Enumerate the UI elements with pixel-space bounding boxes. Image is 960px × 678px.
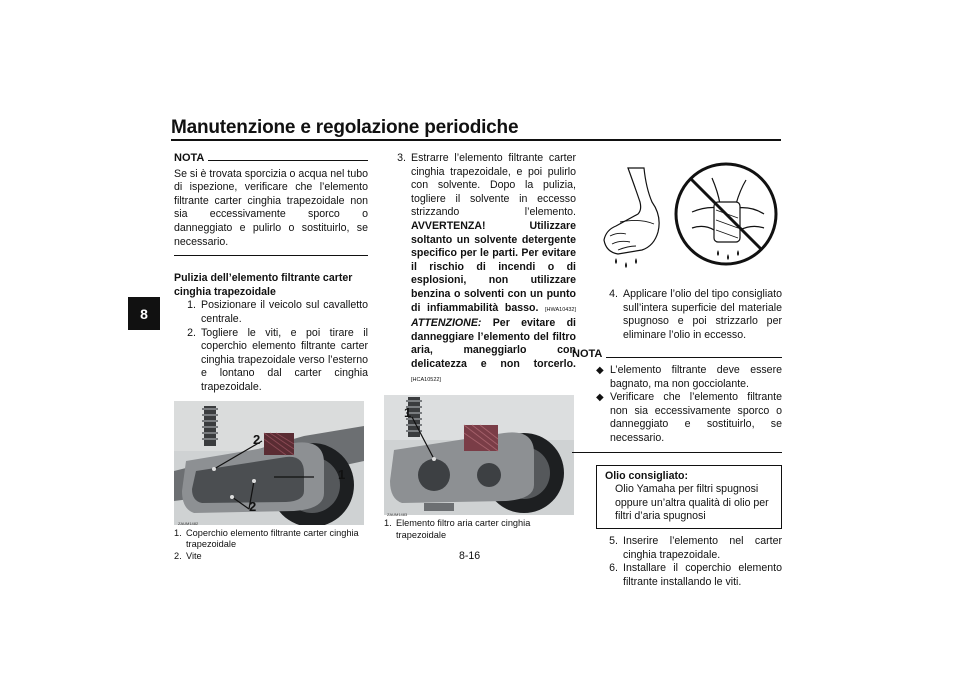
caption-number: 2. <box>174 550 182 561</box>
bullet-diamond-icon: ◆ <box>596 364 604 376</box>
callout-label: 2 <box>253 431 261 447</box>
caption-text: Elemento filtro aria carter cinghia trapezoidale <box>396 518 531 540</box>
hands-illustration <box>596 158 782 278</box>
nota-text: Se si è trovata sporcizia o acqua nel tubo di ispezione, verificare che l’elemento filtrante carter cinghia trapezoidale non sia eccessivamente sporco o danneggiato e pulirlo o sostituirlo, se necessario. <box>174 167 368 248</box>
bullet-item <box>596 364 782 391</box>
warning-label: AVVERTENZA! <box>411 219 486 232</box>
warning-code: [HWA10432] <box>545 306 576 313</box>
warning-text: Utilizzare soltanto un solvente detergente specifico per le parti. Per evitare il rischio di incendi o di esplosioni, non utilizzare benzina o solventi con un punto di infiammabilità basso. <box>411 219 576 314</box>
column-right <box>572 152 782 589</box>
bullet-item <box>596 391 782 445</box>
figure-filter-element <box>384 395 574 518</box>
figure-squeeze-vs-twist <box>596 158 782 278</box>
caption-text: Vite <box>186 550 202 561</box>
step-text: Inserire l’elemento nel carter cinghia trapezoidale. <box>623 534 782 561</box>
caption-number: 1. <box>174 527 182 538</box>
caption-item <box>174 551 368 563</box>
step-number: 3. <box>397 152 406 164</box>
figure-code: ZAUM1482 <box>178 520 199 526</box>
nota-label: NOTA <box>174 152 205 164</box>
step-number: 2. <box>187 326 196 339</box>
step-3 <box>384 152 576 387</box>
step-text <box>411 152 576 387</box>
step-text: Togliere le viti, e poi tirare il coperchio elemento filtrante carter cinghia trapezoidale verso l’esterno e lontano dal carter cinghia trapezoidale. <box>201 326 368 393</box>
step-number: 4. <box>609 288 618 300</box>
callout-label: 1 <box>404 405 412 421</box>
step-text: Posizionare il veicolo sul cavalletto centrale. <box>201 299 368 325</box>
nota-end-rule <box>572 452 782 453</box>
attention-text: Per evitare di danneggiare l’elemento del filtro aria, maneggiarlo con delicatezza e non torcerlo. <box>411 317 576 370</box>
attention-label: ATTENZIONE: <box>411 317 482 330</box>
page-title: Manutenzione e regolazione periodiche <box>171 117 519 138</box>
caption-item <box>384 518 576 541</box>
caption-text: Coperchio elemento filtrante carter cinghia trapezoidale <box>186 527 359 549</box>
step-text: Applicare l’olio del tipo consigliato sull’intera superficie del materiale spugnoso e poi strizzarlo per eliminare l’olio in eccesso. <box>623 288 782 341</box>
page-number: 8-16 <box>459 550 481 562</box>
recommended-oil-box <box>596 465 782 529</box>
callout-label: 1 <box>338 466 346 482</box>
section-title: Pulizia dell’elemento filtrante carter cinghia trapezoidale <box>174 272 353 298</box>
oil-box-text: Olio Yamaha per filtri spugnosi oppure un’altra qualità di olio per filtri d’aria spugnosi <box>615 483 769 523</box>
caption-item <box>174 528 368 551</box>
step-number: 5. <box>609 534 618 547</box>
scooter-rear-photo <box>174 401 364 525</box>
nota-end-rule <box>174 255 368 256</box>
bullet-text: Verificare che l’elemento filtrante non sia eccessivamente sporco o danneggiato e sostituirlo, se necessario. <box>610 391 782 444</box>
column-left <box>174 152 368 562</box>
bullet-diamond-icon: ◆ <box>596 392 604 404</box>
header-rule <box>171 139 781 141</box>
attention-code: [HCA10522] <box>411 376 441 383</box>
step-5 <box>596 535 782 562</box>
nota-heading <box>572 348 782 362</box>
step-1 <box>174 299 368 326</box>
step-2 <box>174 327 368 395</box>
step3-text: Estrarre l’elemento filtrante carter cinghia trapezoidale, e poi pulirlo con solvente. Dopo la pulizia, togliere il solvente in eccesso strizzando l’elemento. <box>411 152 576 219</box>
column-middle <box>384 152 576 541</box>
nota-label: NOTA <box>572 348 603 361</box>
oil-box-title: Olio consigliato: <box>605 469 688 482</box>
chapter-tab: 8 <box>128 297 160 330</box>
step-6 <box>596 562 782 589</box>
step-text: Installare il coperchio elemento filtrante installando le viti. <box>623 562 782 588</box>
callout-label: 2 <box>249 498 257 514</box>
nota-heading <box>174 152 368 166</box>
figure-scooter-cover <box>174 401 364 525</box>
step-number: 1. <box>187 299 196 312</box>
figure-code: ZAUM1483 <box>387 512 408 518</box>
caption-number: 1. <box>384 518 392 529</box>
step-4 <box>596 288 782 342</box>
bullet-text: L’elemento filtrante deve essere bagnato, ma non gocciolante. <box>610 363 782 390</box>
step-number: 6. <box>609 562 618 575</box>
scooter-filter-photo <box>384 395 574 515</box>
